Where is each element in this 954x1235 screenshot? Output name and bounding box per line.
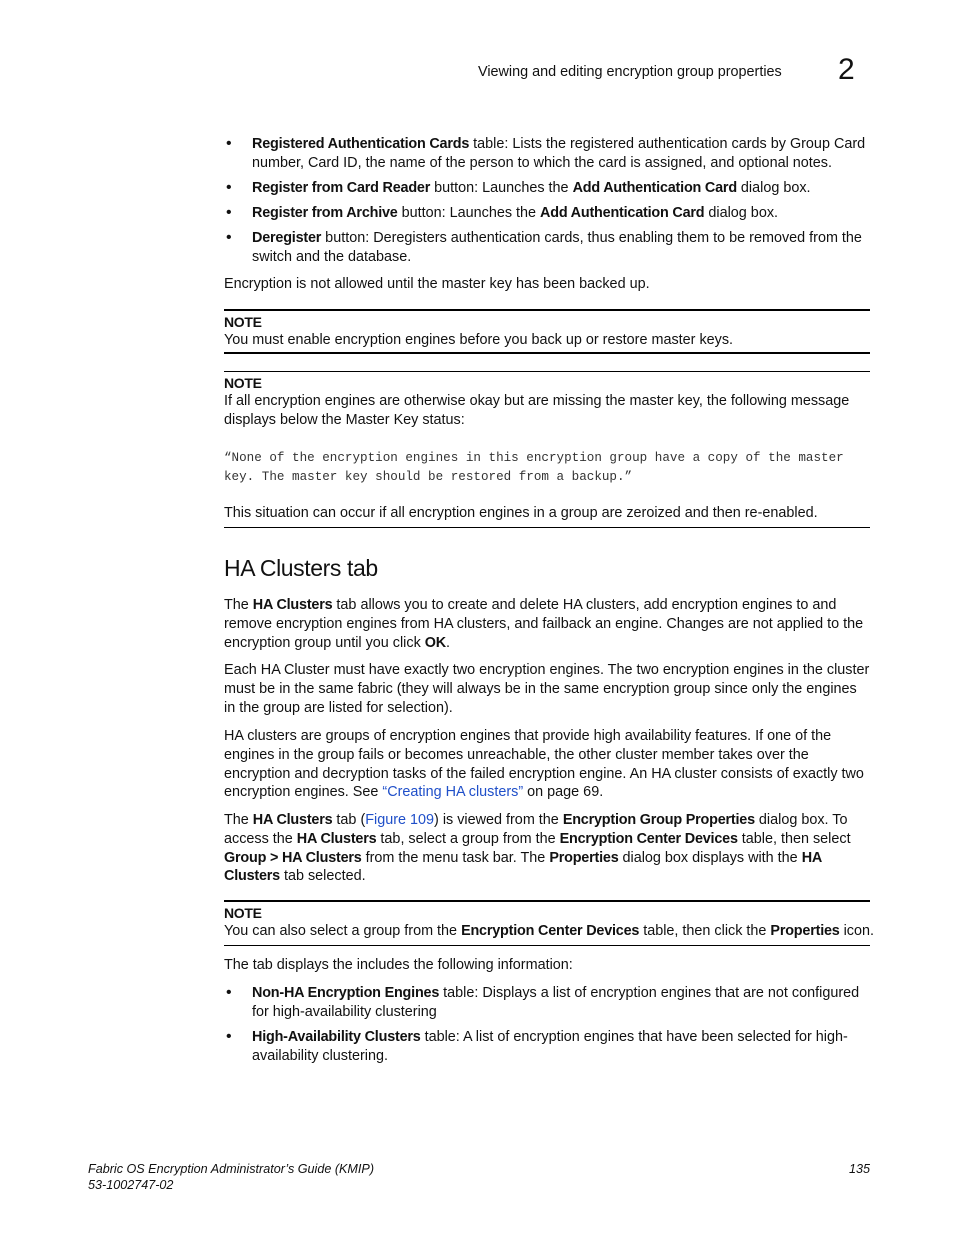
- note-bottom-rule: [224, 352, 870, 354]
- bullet-icon: •: [226, 1028, 232, 1045]
- list-item: • Register from Card Reader button: Launches the Add Authentication Card dialog box.: [226, 179, 811, 196]
- note-text-after: This situation can occur if all encryption engines in a group are zeroized and then re-enabled.: [224, 505, 818, 521]
- note-top-rule: [224, 371, 870, 372]
- list-item: • Deregister button: Deregisters authentication cards, thus enabling them to be removed from the switch and the database.: [226, 229, 862, 265]
- note-top-rule: [224, 900, 870, 902]
- running-header-title: Viewing and editing encryption group properties: [478, 64, 782, 80]
- list-item: • Non-HA Encryption Engines table: Displays a list of encryption engines that are not configured for high-availability clustering: [226, 984, 860, 1020]
- note-top-rule: [224, 309, 870, 311]
- note-text: If all encryption engines are otherwise okay but are missing the master key, the following message displays below the Master Key status:: [224, 393, 850, 428]
- note-title: NOTE: [224, 905, 262, 921]
- page-number: 135: [849, 1162, 871, 1176]
- bullet-icon: •: [226, 135, 232, 152]
- list-item: • Register from Archive button: Launches the Add Authentication Card dialog box.: [226, 204, 779, 221]
- note-bottom-rule: [224, 527, 870, 528]
- footer-document-title: Fabric OS Encryption Administrator’s Guide (KMIP): [88, 1162, 375, 1176]
- footer-document-number: 53-1002747-02: [88, 1178, 174, 1192]
- code-message-line: “None of the encryption engines in this encryption group have a copy of the master: [224, 451, 844, 465]
- note-title: NOTE: [224, 375, 262, 391]
- bullet-icon: •: [226, 179, 232, 196]
- paragraph: The tab displays the includes the following information:: [224, 957, 573, 973]
- paragraph: Each HA Cluster must have exactly two encryption engines. The two encryption engines in the cluster must be in the same fabric (they will always be in the same encryption group since only the engines in the group are listed for selection).: [224, 662, 870, 716]
- paragraph: The HA Clusters tab (Figure 109) is viewed from the Encryption Group Properties dialog box. To access the HA Clusters tab, select a group from the Encryption Center Devices table, then select Group > HA Clusters from the menu task bar. The Properties dialog box displays with the HA Clusters tab selected.: [224, 812, 851, 885]
- figure-link[interactable]: Figure 109: [365, 812, 435, 828]
- cross-reference-link[interactable]: “Creating HA clusters”: [382, 784, 524, 801]
- bullet-icon: •: [226, 204, 232, 221]
- code-message-line: key. The master key should be restored from a backup.”: [224, 470, 633, 484]
- note-title: NOTE: [224, 314, 262, 330]
- note-bottom-rule: [224, 945, 870, 946]
- note-text: You must enable encryption engines before you back up or restore master keys.: [224, 332, 734, 348]
- bullet-icon: •: [226, 984, 232, 1001]
- paragraph: HA clusters are groups of encryption engines that provide high availability features. If one of the engines in the group fails or becomes unreachable, the other cluster member takes over the encryption and decryption tasks of the failed encryption engine. An HA cluster consists of exactly two encryption engines. See “Creating HA clusters” on page 69.: [224, 728, 864, 801]
- paragraph: The HA Clusters tab allows you to create and delete HA clusters, add encryption engines to and remove encryption engines from HA clusters, and failback an engine. Changes are not applied to the encryption group until you click OK.: [224, 597, 864, 651]
- note-text: You can also select a group from the Encryption Center Devices table, then click the Properties icon.: [224, 923, 875, 939]
- chapter-number: 2: [838, 53, 855, 86]
- list-item: • Registered Authentication Cards table: Lists the registered authentication cards by Group Card number, Card ID, the name of the person to which the card is assigned, and optional notes.: [226, 135, 866, 171]
- bullet-icon: •: [226, 229, 232, 246]
- list-item: • High-Availability Clusters table: A list of encryption engines that have been selected for high-availability clustering.: [226, 1028, 848, 1064]
- section-heading: HA Clusters tab: [224, 555, 378, 581]
- paragraph-master-key: Encryption is not allowed until the master key has been backed up.: [224, 276, 650, 292]
